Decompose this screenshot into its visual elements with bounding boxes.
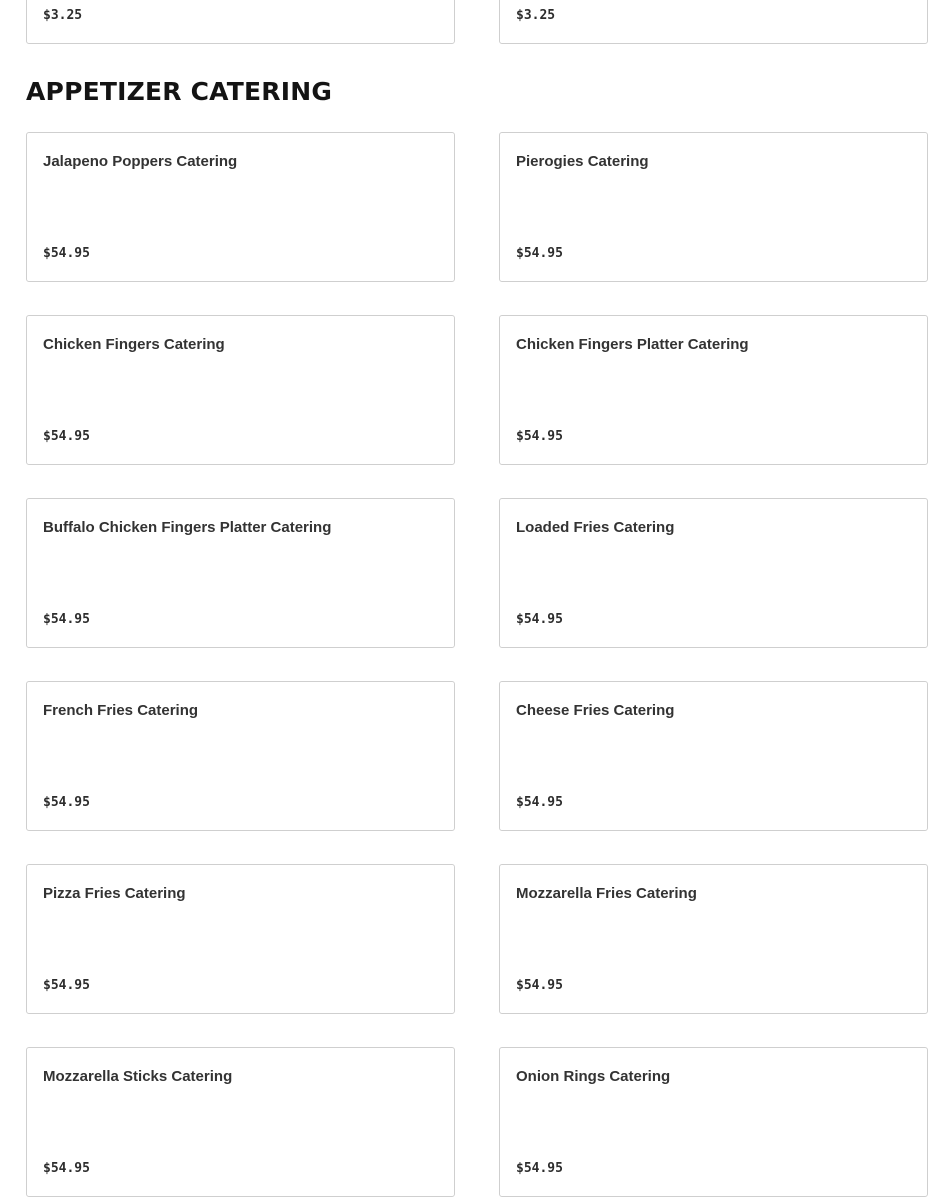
menu-item-name: Cheese Fries Catering (516, 702, 675, 719)
menu-item-price: $54.95 (516, 246, 563, 261)
menu-item-card-chicken-fingers-platter[interactable] (499, 315, 928, 465)
menu-item-card-loaded-fries[interactable] (499, 498, 928, 648)
menu-item-price: $54.95 (516, 978, 563, 993)
menu-item-card-buffalo-chicken-fingers-platter[interactable] (26, 498, 455, 648)
menu-item-price: $54.95 (43, 1161, 90, 1176)
menu-item-name: Mozzarella Sticks Catering (43, 1068, 233, 1085)
menu-item-card-mozzarella-fries[interactable] (499, 864, 928, 1014)
menu-item-price: $54.95 (516, 795, 563, 810)
menu-item-name: Loaded Fries Catering (516, 519, 675, 536)
appetizer-items-grid (26, 132, 928, 1197)
menu-item-card-mozzarella-sticks[interactable] (26, 1047, 455, 1197)
menu-item-name: Chicken Fingers Catering (43, 336, 225, 353)
menu-item-name: Jalapeno Poppers Catering (43, 153, 238, 170)
menu-item-price: $3.25 (516, 8, 556, 23)
menu-item-name: Buffalo Chicken Fingers Platter Catering (43, 519, 332, 536)
menu-item-card[interactable] (499, 0, 928, 44)
menu-item-price: $54.95 (43, 795, 90, 810)
menu-item-price: $54.95 (516, 1161, 563, 1176)
menu-item-card-pizza-fries[interactable] (26, 864, 455, 1014)
menu-item-price: $54.95 (43, 429, 90, 444)
menu-item-card[interactable] (26, 0, 455, 44)
menu-item-name: French Fries Catering (43, 702, 199, 719)
section-title: APPETIZER CATERING (26, 77, 333, 106)
menu-item-price: $54.95 (43, 612, 90, 627)
menu-item-name: Chicken Fingers Platter Catering (516, 336, 749, 353)
menu-item-card-pierogies[interactable] (499, 132, 928, 282)
menu-item-price: $54.95 (43, 978, 90, 993)
menu-item-name: Pizza Fries Catering (43, 885, 186, 902)
menu-item-card-french-fries[interactable] (26, 681, 455, 831)
menu-item-card-onion-rings[interactable] (499, 1047, 928, 1197)
menu-item-card-chicken-fingers[interactable] (26, 315, 455, 465)
menu-item-price: $54.95 (43, 246, 90, 261)
menu-item-price: $54.95 (516, 429, 563, 444)
previous-section-grid (26, 0, 928, 44)
menu-item-card-cheese-fries[interactable] (499, 681, 928, 831)
menu-item-card-jalapeno-poppers[interactable] (26, 132, 455, 282)
menu-item-price: $54.95 (516, 612, 563, 627)
menu-item-name: Mozzarella Fries Catering (516, 885, 697, 902)
menu-item-name: Onion Rings Catering (516, 1068, 671, 1085)
menu-item-name: Pierogies Catering (516, 153, 649, 170)
menu-item-price: $3.25 (43, 8, 83, 23)
